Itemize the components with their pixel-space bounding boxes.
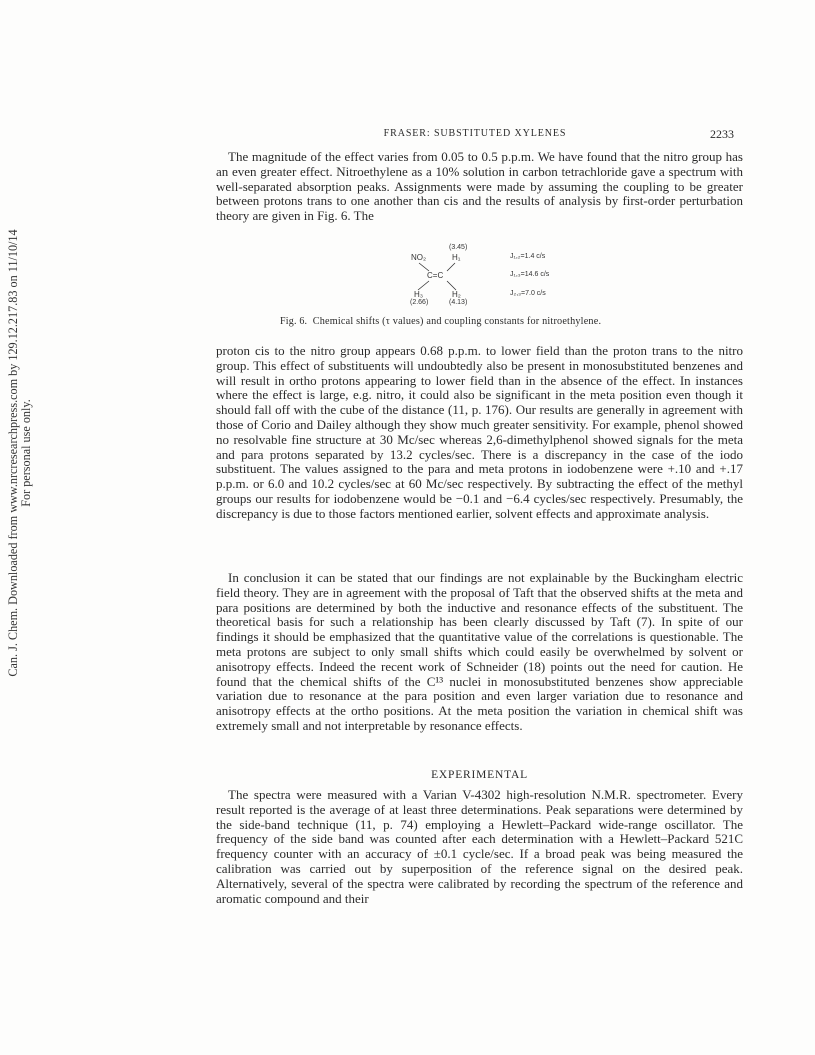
coupling-j23: J₂,₃=7.0 c/s xyxy=(510,290,546,297)
h1-label: H₁ xyxy=(452,253,461,262)
page-header xyxy=(216,127,734,141)
coupling-j13: J₁,₃=14.6 c/s xyxy=(510,271,550,278)
h2-label: H₂ xyxy=(452,290,461,299)
no2-label: NO₂ xyxy=(411,253,427,262)
shift-h3-label: (2.66) xyxy=(410,299,429,306)
figure-caption xyxy=(280,316,601,327)
carbon-double-bond: C=C xyxy=(427,271,444,280)
h3-label: H₃ xyxy=(414,290,424,299)
page-number: 2233 xyxy=(710,127,734,141)
coupling-j12: J₁,₂=1.4 c/s xyxy=(510,253,546,260)
download-watermark xyxy=(0,0,40,1055)
shift-h1-label: (3.45) xyxy=(449,244,468,251)
paragraph-experimental: The spectra were measured with a Varian V-4302 high-resolution N.M.R. spectrometer. Every result reported is the average of at least three determinations. Peak separations were determined by the side-band technique (11, p. 74) employing a Hewlett–Packard wide-range oscillator. The frequency of the side band was counted after each determination with a Hewlett–Packard 521C frequency counter with an accuracy of ±0.1 cycle/sec. If a broad peak was being measured the calibration was carried out by superposition of the reference signal on the desired peak. Alternatively, several of the spectra were calibrated by recording the spectrum of the reference and aromatic compound and their xyxy=(216,787,743,906)
paragraph-intro: The magnitude of the effect varies from 0.05 to 0.5 p.p.m. We have found that the nitro group has an even greater effect. Nitroethylene as a 10% solution in carbon tetrachloride gave a spectrum with well-separated absorption peaks. Assignments were made by assuming the coupling to be greater between protons trans to one another than cis and the results of analysis by first-order perturbation theory are given in Fig. 6. The xyxy=(216,149,743,224)
nitroethylene-figure xyxy=(405,244,585,310)
running-head: FRASER: SUBSTITUTED XYLENES xyxy=(383,128,567,139)
caption-label: Fig. 6. xyxy=(280,316,308,327)
download-note-line2: For personal use only. xyxy=(19,399,33,507)
section-title: EXPERIMENTAL xyxy=(431,769,528,781)
download-note-line1: Can. J. Chem. Downloaded from www.nrcresearchpress.com by 129.12.217.83 on 11/10/14 xyxy=(6,229,20,677)
caption-text: Chemical shifts (τ values) and coupling constants for nitroethylene. xyxy=(312,316,602,327)
paragraph-discussion: proton cis to the nitro group appears 0.68 p.p.m. to lower field than the proton trans to the nitro group. This effect of substituents will undoubtedly also be present in monosubstituted benzenes and will result in ortho protons appearing to lower field than in the absence of the effect. In instances where the effect is large, e.g. nitro, it could also be significant in the meta position even though it should fall off with the cube of the distance (11, p. 176). Our results are generally in agreement with those of Corio and Dailey although they show much greater sensitivity. For example, phenol showed no resolvable fine structure at 30 Mc/sec whereas 2,6-dimethylphenol showed signals for the meta and para protons separated by 13.2 cycles/sec. There is a discrepancy in the case of the iodo substituent. The values assigned to the para and meta protons in iodobenzene were +.10 and +.17 p.p.m. or 6.0 and 10.2 cycles/sec at 60 Mc/sec respectively. By subtracting the effect of the methyl groups our results for iodobenzene would be −0.1 and −6.4 cycles/sec respectively. Presumably, the discrepancy is due to those factors mentioned earlier, solvent effects and approximate analysis. xyxy=(216,343,743,521)
shift-h2-label: (4.13) xyxy=(449,299,468,306)
paragraph-conclusion: In conclusion it can be stated that our findings are not explainable by the Buckingham electric field theory. They are in agreement with the proposal of Taft that the observed shifts at the meta and para positions are determined by both the inductive and resonance effects of the substituent. The theoretical basis for such a relationship has been clearly discussed by Taft (7). In spite of our findings it should be emphasized that the quantitative value of the correlations is questionable. The meta protons are subject to only small shifts which could easily be overwhelmed by solvent or anisotropy effects. Indeed the recent work of Schneider (18) points out the need for caution. He found that the chemical shifts of the C¹³ nuclei in monosubstituted benzenes show appreciable variation due to resonance at the para position and even larger variation due to resonance and anisotropy effects at the ortho positions. At the meta position the variation in chemical shift was extremely small and not interpretable by resonance effects. xyxy=(216,570,743,733)
